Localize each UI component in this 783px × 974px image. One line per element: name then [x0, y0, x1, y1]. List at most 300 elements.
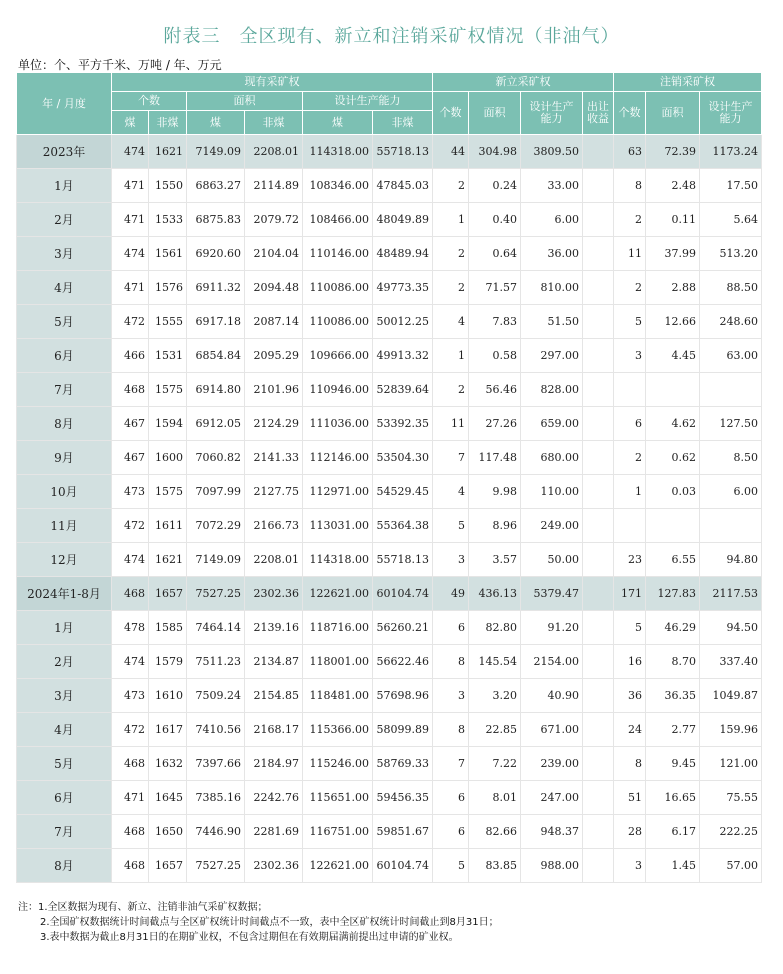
table-cell: 222.25	[700, 815, 762, 849]
table-cell	[583, 271, 614, 305]
row-label: 8月	[17, 407, 112, 441]
table-cell: 239.00	[521, 747, 583, 781]
table-cell: 0.40	[469, 203, 521, 237]
table-cell: 8	[614, 747, 646, 781]
table-cell: 7527.25	[187, 849, 245, 883]
header-cancel: 注销采矿权	[614, 73, 762, 92]
table-cell: 1.45	[646, 849, 700, 883]
table-cell: 17.50	[700, 169, 762, 203]
table-cell: 3.20	[469, 679, 521, 713]
table-cell	[583, 543, 614, 577]
row-label: 7月	[17, 815, 112, 849]
table-cell: 12.66	[646, 305, 700, 339]
table-cell: 122621.00	[303, 577, 373, 611]
table-cell	[583, 339, 614, 373]
table-cell: 6.00	[700, 475, 762, 509]
table-cell: 108466.00	[303, 203, 373, 237]
row-label: 2月	[17, 645, 112, 679]
table-cell: 2	[433, 373, 469, 407]
table-cell: 110086.00	[303, 271, 373, 305]
table-row	[17, 747, 762, 781]
table-cell	[583, 203, 614, 237]
table-cell: 3.57	[469, 543, 521, 577]
table-cell: 828.00	[521, 373, 583, 407]
table-cell: 7	[433, 441, 469, 475]
table-cell: 468	[112, 373, 149, 407]
table-cell: 6.00	[521, 203, 583, 237]
table-cell: 988.00	[521, 849, 583, 883]
table-cell	[646, 373, 700, 407]
table-cell: 4	[433, 475, 469, 509]
table-cell: 1621	[149, 135, 187, 169]
table-cell: 466	[112, 339, 149, 373]
row-label: 6月	[17, 339, 112, 373]
table-cell: 63.00	[700, 339, 762, 373]
table-cell: 56260.21	[373, 611, 433, 645]
table-cell: 1657	[149, 849, 187, 883]
table-cell: 8	[433, 713, 469, 747]
table-cell: 48049.89	[373, 203, 433, 237]
table-cell: 1575	[149, 475, 187, 509]
table-cell	[583, 815, 614, 849]
table-cell: 2.77	[646, 713, 700, 747]
table-cell: 82.66	[469, 815, 521, 849]
table-cell: 1594	[149, 407, 187, 441]
table-row	[17, 781, 762, 815]
table-cell: 0.64	[469, 237, 521, 271]
table-cell: 121.00	[700, 747, 762, 781]
table-cell: 2302.36	[245, 849, 303, 883]
table-cell: 1645	[149, 781, 187, 815]
header-new-capacity: 设计生产 能力	[521, 92, 583, 135]
table-cell: 471	[112, 169, 149, 203]
table-cell: 5	[433, 849, 469, 883]
table-cell	[583, 577, 614, 611]
table-row	[17, 373, 762, 407]
table-cell: 49	[433, 577, 469, 611]
table-cell: 23	[614, 543, 646, 577]
table-cell: 59456.35	[373, 781, 433, 815]
table-cell: 1561	[149, 237, 187, 271]
table-cell: 247.00	[521, 781, 583, 815]
table-cell: 2141.33	[245, 441, 303, 475]
mining-rights-table	[16, 72, 762, 883]
row-label: 2024年1-8月	[17, 577, 112, 611]
table-row	[17, 407, 762, 441]
table-cell: 145.54	[469, 645, 521, 679]
table-cell: 2.48	[646, 169, 700, 203]
table-cell: 37.99	[646, 237, 700, 271]
table-cell: 3	[614, 849, 646, 883]
row-label: 11月	[17, 509, 112, 543]
table-cell: 109666.00	[303, 339, 373, 373]
table-cell: 7072.29	[187, 509, 245, 543]
table-cell: 671.00	[521, 713, 583, 747]
table-cell: 472	[112, 509, 149, 543]
table-cell	[700, 509, 762, 543]
table-row	[17, 645, 762, 679]
header-new-area: 面积	[469, 92, 521, 135]
header-new-income: 出让 收益	[583, 92, 614, 135]
table-cell: 83.85	[469, 849, 521, 883]
table-cell: 112146.00	[303, 441, 373, 475]
table-cell: 2124.29	[245, 407, 303, 441]
table-cell	[646, 509, 700, 543]
row-label: 9月	[17, 441, 112, 475]
table-cell: 337.40	[700, 645, 762, 679]
row-label: 6月	[17, 781, 112, 815]
table-cell: 4	[433, 305, 469, 339]
table-cell: 2104.04	[245, 237, 303, 271]
summary-row	[17, 577, 762, 611]
table-row	[17, 611, 762, 645]
table-row	[17, 305, 762, 339]
table-cell: 467	[112, 407, 149, 441]
table-cell	[583, 509, 614, 543]
table-cell: 117.48	[469, 441, 521, 475]
table-cell: 49913.32	[373, 339, 433, 373]
table-cell: 7060.82	[187, 441, 245, 475]
table-cell: 2168.17	[245, 713, 303, 747]
table-cell: 0.03	[646, 475, 700, 509]
table-cell: 60104.74	[373, 577, 433, 611]
table-cell: 249.00	[521, 509, 583, 543]
table-cell	[583, 645, 614, 679]
table-cell: 6	[614, 407, 646, 441]
table-cell: 6917.18	[187, 305, 245, 339]
table-cell: 680.00	[521, 441, 583, 475]
table-cell: 71.57	[469, 271, 521, 305]
table-cell: 2302.36	[245, 577, 303, 611]
table-cell: 2	[614, 203, 646, 237]
table-cell: 1632	[149, 747, 187, 781]
table-cell: 0.58	[469, 339, 521, 373]
table-row	[17, 815, 762, 849]
table-cell: 58769.33	[373, 747, 433, 781]
table-cell: 2117.53	[700, 577, 762, 611]
table-cell: 1555	[149, 305, 187, 339]
table-cell: 110086.00	[303, 305, 373, 339]
table-cell: 1531	[149, 339, 187, 373]
note-2: 2.全国矿权数据统计时间截点与全区矿权统计时间截点不一致，表中全区矿权统计时间截止到8月31日；	[40, 917, 499, 928]
table-cell: 6	[433, 815, 469, 849]
table-cell: 4.62	[646, 407, 700, 441]
table-cell: 436.13	[469, 577, 521, 611]
table-cell: 948.37	[521, 815, 583, 849]
table-row	[17, 169, 762, 203]
table-cell: 5	[614, 305, 646, 339]
table-cell: 113031.00	[303, 509, 373, 543]
row-label: 3月	[17, 679, 112, 713]
table-cell: 1049.87	[700, 679, 762, 713]
table-cell: 57.00	[700, 849, 762, 883]
header-capacity: 设计生产能力	[303, 92, 433, 111]
table-cell: 56622.46	[373, 645, 433, 679]
table-cell: 33.00	[521, 169, 583, 203]
table-cell: 513.20	[700, 237, 762, 271]
table-cell: 9.98	[469, 475, 521, 509]
table-cell: 2134.87	[245, 645, 303, 679]
table-cell: 16.65	[646, 781, 700, 815]
table-cell: 2101.96	[245, 373, 303, 407]
table-cell: 5	[614, 611, 646, 645]
table-cell: 2	[433, 271, 469, 305]
table-cell: 2114.89	[245, 169, 303, 203]
table-cell: 63	[614, 135, 646, 169]
table-cell: 112971.00	[303, 475, 373, 509]
table-cell: 2242.76	[245, 781, 303, 815]
table-cell: 82.80	[469, 611, 521, 645]
table-cell: 55718.13	[373, 135, 433, 169]
row-label: 8月	[17, 849, 112, 883]
table-cell: 7.22	[469, 747, 521, 781]
table-cell: 114318.00	[303, 543, 373, 577]
table-cell: 91.20	[521, 611, 583, 645]
table-cell: 159.96	[700, 713, 762, 747]
row-label: 12月	[17, 543, 112, 577]
table-cell: 2079.72	[245, 203, 303, 237]
table-cell: 8.70	[646, 645, 700, 679]
table-cell	[614, 373, 646, 407]
table-cell: 6914.80	[187, 373, 245, 407]
table-cell: 94.50	[700, 611, 762, 645]
row-label: 1月	[17, 611, 112, 645]
header-new-count: 个数	[433, 92, 469, 135]
table-cell: 8.50	[700, 441, 762, 475]
table-cell	[583, 611, 614, 645]
table-cell: 49773.35	[373, 271, 433, 305]
row-label: 1月	[17, 169, 112, 203]
header-capacity-noncoal: 非煤	[373, 111, 433, 135]
table-cell: 474	[112, 543, 149, 577]
table-cell	[583, 713, 614, 747]
table-cell: 11	[614, 237, 646, 271]
table-cell: 474	[112, 135, 149, 169]
table-cell: 52839.64	[373, 373, 433, 407]
table-cell	[583, 679, 614, 713]
table-row	[17, 509, 762, 543]
table-cell: 1576	[149, 271, 187, 305]
table-cell: 6	[433, 611, 469, 645]
table-cell: 116751.00	[303, 815, 373, 849]
table-cell: 2	[614, 441, 646, 475]
table-cell: 1611	[149, 509, 187, 543]
table-row	[17, 271, 762, 305]
table-cell: 248.60	[700, 305, 762, 339]
table-cell: 3	[614, 339, 646, 373]
table-row	[17, 237, 762, 271]
table-cell: 1	[433, 339, 469, 373]
table-cell: 468	[112, 849, 149, 883]
table-cell	[583, 475, 614, 509]
table-row	[17, 475, 762, 509]
row-label: 5月	[17, 305, 112, 339]
table-cell: 3	[433, 679, 469, 713]
table-cell: 110946.00	[303, 373, 373, 407]
table-cell: 472	[112, 713, 149, 747]
table-cell: 5	[433, 509, 469, 543]
table-cell: 1600	[149, 441, 187, 475]
table-cell	[583, 305, 614, 339]
table-cell: 127.83	[646, 577, 700, 611]
table-cell: 7097.99	[187, 475, 245, 509]
table-cell: 115651.00	[303, 781, 373, 815]
table-cell: 24	[614, 713, 646, 747]
table-cell: 0.62	[646, 441, 700, 475]
header-cancel-area: 面积	[646, 92, 700, 135]
table-cell: 5379.47	[521, 577, 583, 611]
table-cell	[583, 407, 614, 441]
table-cell: 7.83	[469, 305, 521, 339]
table-cell: 659.00	[521, 407, 583, 441]
table-cell: 1657	[149, 577, 187, 611]
table-cell: 7397.66	[187, 747, 245, 781]
table-cell: 7511.23	[187, 645, 245, 679]
table-cell: 7149.09	[187, 135, 245, 169]
table-cell: 59851.67	[373, 815, 433, 849]
note-1: 1.全区数据为现有、新立、注销非油气采矿权数据；	[38, 902, 268, 913]
table-cell: 2	[614, 271, 646, 305]
table-cell: 2087.14	[245, 305, 303, 339]
table-cell: 114318.00	[303, 135, 373, 169]
table-cell: 53504.30	[373, 441, 433, 475]
table-row	[17, 713, 762, 747]
table-cell: 2095.29	[245, 339, 303, 373]
table-cell: 6	[433, 781, 469, 815]
table-cell: 2	[433, 237, 469, 271]
table-cell: 111036.00	[303, 407, 373, 441]
table-cell: 297.00	[521, 339, 583, 373]
table-cell: 2184.97	[245, 747, 303, 781]
table-cell: 47845.03	[373, 169, 433, 203]
table-cell	[700, 373, 762, 407]
table-cell: 7527.25	[187, 577, 245, 611]
table-cell: 118001.00	[303, 645, 373, 679]
table-row	[17, 339, 762, 373]
row-label: 4月	[17, 713, 112, 747]
table-cell: 1533	[149, 203, 187, 237]
header-area-noncoal: 非煤	[245, 111, 303, 135]
table-cell	[583, 747, 614, 781]
table-cell: 28	[614, 815, 646, 849]
table-cell: 472	[112, 305, 149, 339]
table-cell: 2208.01	[245, 135, 303, 169]
table-body	[17, 135, 762, 883]
table-cell	[583, 373, 614, 407]
table-cell: 7446.90	[187, 815, 245, 849]
row-label: 10月	[17, 475, 112, 509]
table-cell: 115246.00	[303, 747, 373, 781]
table-cell: 6.17	[646, 815, 700, 849]
table-row	[17, 679, 762, 713]
table-cell: 2154.00	[521, 645, 583, 679]
header-cancel-capacity: 设计生产 能力	[700, 92, 762, 135]
table-cell: 3	[433, 543, 469, 577]
table-row	[17, 849, 762, 883]
table-cell: 467	[112, 441, 149, 475]
header-cancel-count: 个数	[614, 92, 646, 135]
table-cell: 8	[614, 169, 646, 203]
header-period: 年 / 月度	[17, 73, 112, 135]
table-cell: 2208.01	[245, 543, 303, 577]
table-cell: 94.80	[700, 543, 762, 577]
table-cell: 75.55	[700, 781, 762, 815]
table-cell: 471	[112, 781, 149, 815]
header-area-coal: 煤	[187, 111, 245, 135]
table-cell: 58099.89	[373, 713, 433, 747]
table-cell	[583, 169, 614, 203]
header-count-noncoal: 非煤	[149, 111, 187, 135]
table-cell: 110.00	[521, 475, 583, 509]
table-cell: 1173.24	[700, 135, 762, 169]
table-cell: 122621.00	[303, 849, 373, 883]
table-cell: 55364.38	[373, 509, 433, 543]
table-cell: 1617	[149, 713, 187, 747]
table-cell: 108346.00	[303, 169, 373, 203]
table-cell: 50.00	[521, 543, 583, 577]
table-cell	[583, 441, 614, 475]
table-cell: 44	[433, 135, 469, 169]
table-cell: 474	[112, 645, 149, 679]
header-count-coal: 煤	[112, 111, 149, 135]
table-cell: 1585	[149, 611, 187, 645]
table-cell: 2094.48	[245, 271, 303, 305]
table-cell: 8.01	[469, 781, 521, 815]
row-label: 5月	[17, 747, 112, 781]
page-title: 附表三 全区现有、新立和注销采矿权情况（非油气）	[163, 26, 620, 47]
row-label: 2月	[17, 203, 112, 237]
table-cell: 36.35	[646, 679, 700, 713]
table-cell: 118481.00	[303, 679, 373, 713]
table-row	[17, 203, 762, 237]
table-cell: 36.00	[521, 237, 583, 271]
table-cell: 6920.60	[187, 237, 245, 271]
table-cell: 60104.74	[373, 849, 433, 883]
notes	[18, 900, 499, 945]
table-row	[17, 543, 762, 577]
row-label: 7月	[17, 373, 112, 407]
table-cell: 468	[112, 577, 149, 611]
table-cell: 2281.69	[245, 815, 303, 849]
table-cell: 1610	[149, 679, 187, 713]
table-cell: 468	[112, 815, 149, 849]
table-cell: 51	[614, 781, 646, 815]
table-cell: 11	[433, 407, 469, 441]
table-cell: 6863.27	[187, 169, 245, 203]
table-cell: 16	[614, 645, 646, 679]
table-cell: 4.45	[646, 339, 700, 373]
table-cell: 57698.96	[373, 679, 433, 713]
table-cell: 6911.32	[187, 271, 245, 305]
summary-row	[17, 135, 762, 169]
table-cell: 478	[112, 611, 149, 645]
table-cell: 53392.35	[373, 407, 433, 441]
table-cell: 127.50	[700, 407, 762, 441]
table-cell: 50012.25	[373, 305, 433, 339]
table-cell: 468	[112, 747, 149, 781]
table-cell: 304.98	[469, 135, 521, 169]
table-cell: 6854.84	[187, 339, 245, 373]
table-cell: 1	[433, 203, 469, 237]
table-cell: 1	[614, 475, 646, 509]
table-cell: 56.46	[469, 373, 521, 407]
table-cell: 2.88	[646, 271, 700, 305]
table-cell: 40.90	[521, 679, 583, 713]
notes-prefix: 注：	[18, 902, 38, 913]
table-cell	[583, 781, 614, 815]
table-cell: 7410.56	[187, 713, 245, 747]
table-cell: 1621	[149, 543, 187, 577]
